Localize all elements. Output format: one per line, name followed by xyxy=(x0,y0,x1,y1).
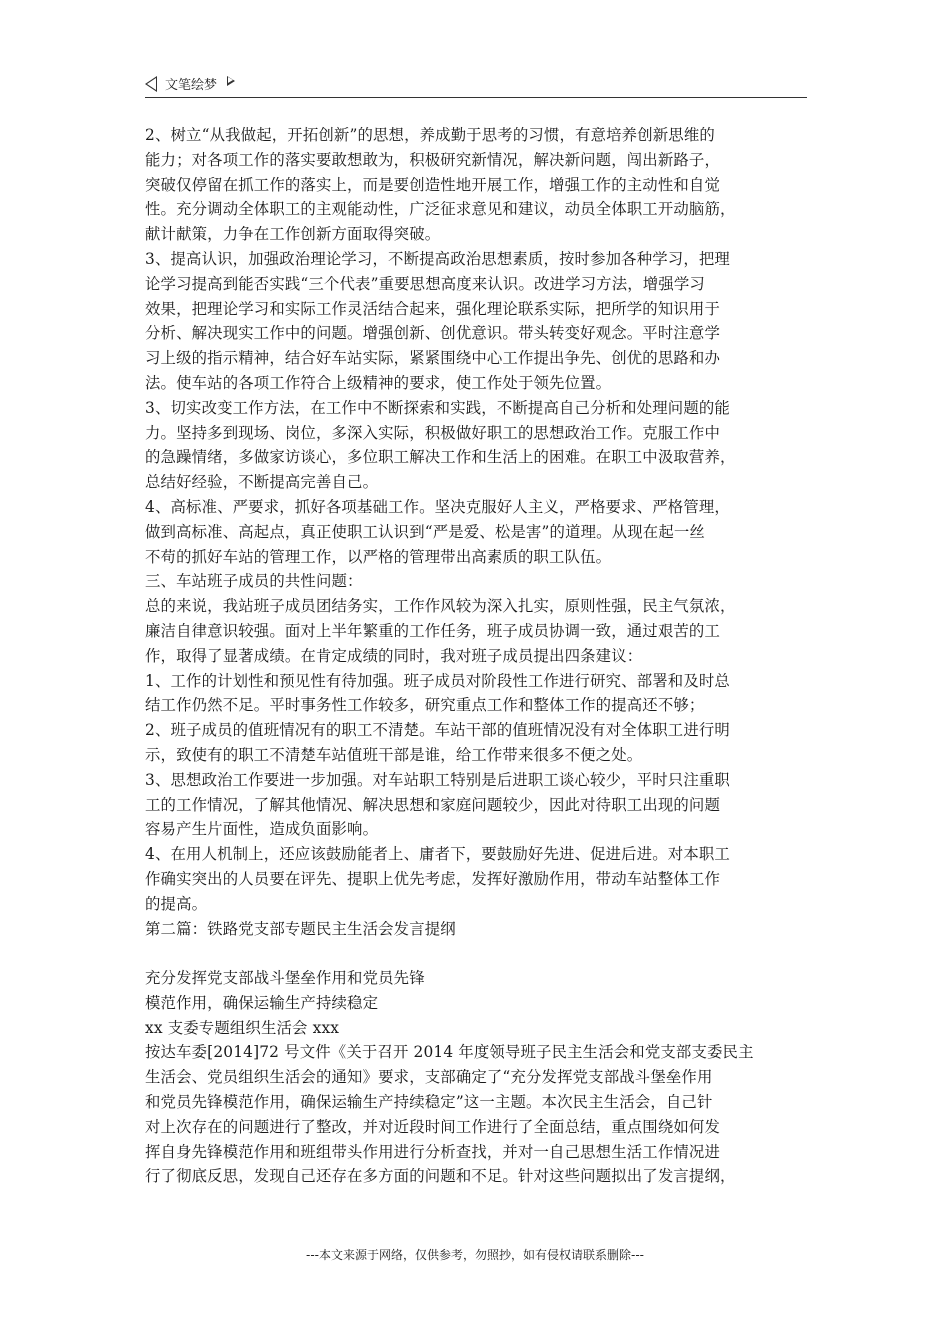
triangle-left-icon xyxy=(145,76,157,92)
brand-label: 文笔绘梦 xyxy=(165,78,218,93)
brand xyxy=(145,74,235,93)
text-line: 模范作用，确保运输生产持续稳定 xyxy=(145,993,379,1012)
text-line: 性。充分调动全体职工的主观能动性，广泛征求意见和建议，动员全体职工开动脑筋， xyxy=(145,200,736,219)
text-line: 3、切实改变工作方法，在工作中不断探索和实践，不断提高自己分析和处理问题的能 xyxy=(145,398,730,417)
text-line: 对上次存在的问题进行了整改，并对近段时间工作进行了全面总结，重点围绕如何发 xyxy=(145,1117,721,1136)
text-line: 1、工作的计划性和预见性有待加强。班子成员对阶段性工作进行研究、部署和及时总 xyxy=(145,671,730,690)
text-line: 分析、解决现实工作中的问题。增强创新、创优意识。带头转变好观念。平时注意学 xyxy=(145,324,721,343)
footer-disclaimer: ---本文来源于网络，仅供参考，勿照抄，如有侵权请联系删除--- xyxy=(306,1248,644,1262)
text-line: 工的工作情况，了解其他情况、解决思想和家庭问题较少，因此对待职工出现的问题 xyxy=(145,795,721,814)
text-line: xx 支委专题组织生活会 xxx xyxy=(145,1018,340,1037)
text-line: 充分发挥党支部战斗堡垒作用和党员先锋 xyxy=(145,969,425,988)
text-line: 按达车委[2014]72 号文件《关于召开 2014 年度领导班子民主生活会和党支部支委民主 xyxy=(145,1043,754,1062)
text-line: 献计献策，力争在工作创新方面取得突破。 xyxy=(145,225,441,244)
text-line: 作，取得了显著成绩。在肯定成绩的同时，我对班子成员提出四条建议： xyxy=(145,646,643,665)
text-line: 法。使车站的各项工作符合上级精神的要求，使工作处于领先位置。 xyxy=(145,373,612,392)
text-line: 3、思想政治工作要进一步加强。对车站职工特别是后进职工谈心较少，平时只注重职 xyxy=(145,770,730,789)
triangle-right-icon xyxy=(227,76,235,86)
text-line: 效果，把理论学习和实际工作灵活结合起来，强化理论联系实际，把所学的知识用于 xyxy=(145,299,721,318)
text-line: 三、车站班子成员的共性问题： xyxy=(145,572,363,591)
page-header xyxy=(145,70,807,98)
blank-line xyxy=(145,941,817,966)
text-line: 力。坚持多到现场、岗位，多深入实际，积极做好职工的思想政治工作。克服工作中 xyxy=(145,423,721,442)
text-line: 能力；对各项工作的落实要敢想敢为，积极研究新情况，解决新问题，闯出新路子， xyxy=(145,150,721,169)
text-line: 作确实突出的人员要在评先、提职上优先考虑，发挥好激励作用，带动车站整体工作 xyxy=(145,869,721,888)
text-line: 2、班子成员的值班情况有的职工不清楚。车站干部的值班情况没有对全体职工进行明 xyxy=(145,721,730,740)
text-line: 挥自身先锋模范作用和班组带头作用进行分析查找，并对一自己思想生活工作情况进 xyxy=(145,1142,721,1161)
text-line: 和党员先锋模范作用，确保运输生产持续稳定”这一主题。本次民主生活会，自己针 xyxy=(145,1093,713,1112)
text-line: 结工作仍然不足。平时事务性工作较多，研究重点工作和整体工作的提高还不够； xyxy=(145,696,705,715)
text-line: 论学习提高到能否实践“三个代表”重要思想高度来认识。改进学习方法，增强学习 xyxy=(145,274,705,293)
text-line: 的急躁情绪，多做家访谈心，多位职工解决工作和生活上的困难。在职工中汲取营养， xyxy=(145,448,736,467)
text-line: 4、在用人机制上，还应该鼓励能者上、庸者下，要鼓励好先进、促进后进。对本职工 xyxy=(145,845,730,864)
text-line: 3、提高认识，加强政治理论学习，不断提高政治思想素质，按时参加各种学习，把理 xyxy=(145,249,730,268)
text-line: 习上级的指示精神，结合好车站实际，紧紧围绕中心工作提出争先、创优的思路和办 xyxy=(145,349,721,368)
document-body xyxy=(145,123,817,1189)
text-line: 2、树立“从我做起，开拓创新”的思想，养成勤于思考的习惯，有意培养创新思维的 xyxy=(145,126,715,144)
text-line: 不苟的抓好车站的管理工作，以严格的管理带出高素质的职工队伍。 xyxy=(145,547,612,566)
text-line: 突破仅停留在抓工作的落实上，而是要创造性地开展工作，增强工作的主动性和自觉 xyxy=(145,175,721,194)
text-line: 生活会、党员组织生活会的通知》要求，支部确定了“充分发挥党支部战斗堡垒作用 xyxy=(145,1068,713,1087)
text-line: 第二篇：铁路党支部专题民主生活会发言提纲 xyxy=(145,919,456,938)
text-line: 行了彻底反思，发现自己还存在多方面的问题和不足。针对这些问题拟出了发言提纲， xyxy=(145,1167,736,1186)
text-line: 示，致使有的职工不清楚车站值班干部是谁，给工作带来很多不便之处。 xyxy=(145,745,643,764)
text-line: 总结好经验，不断提高完善自己。 xyxy=(145,473,379,492)
text-line: 廉洁自律意识较强。面对上半年繁重的工作任务，班子成员协调一致，通过艰苦的工 xyxy=(145,621,721,640)
text-line: 做到高标准、高起点，真正使职工认识到“严是爱、松是害”的道理。从现在起一丝 xyxy=(145,522,705,541)
text-line: 总的来说，我站班子成员团结务实，工作作风较为深入扎实，原则性强，民主气氛浓， xyxy=(145,597,736,616)
text-line: 容易产生片面性，造成负面影响。 xyxy=(145,820,379,839)
text-line: 4、高标准、严要求，抓好各项基础工作。坚决克服好人主义，严格要求、严格管理， xyxy=(145,497,730,516)
text-line: 的提高。 xyxy=(145,894,208,913)
